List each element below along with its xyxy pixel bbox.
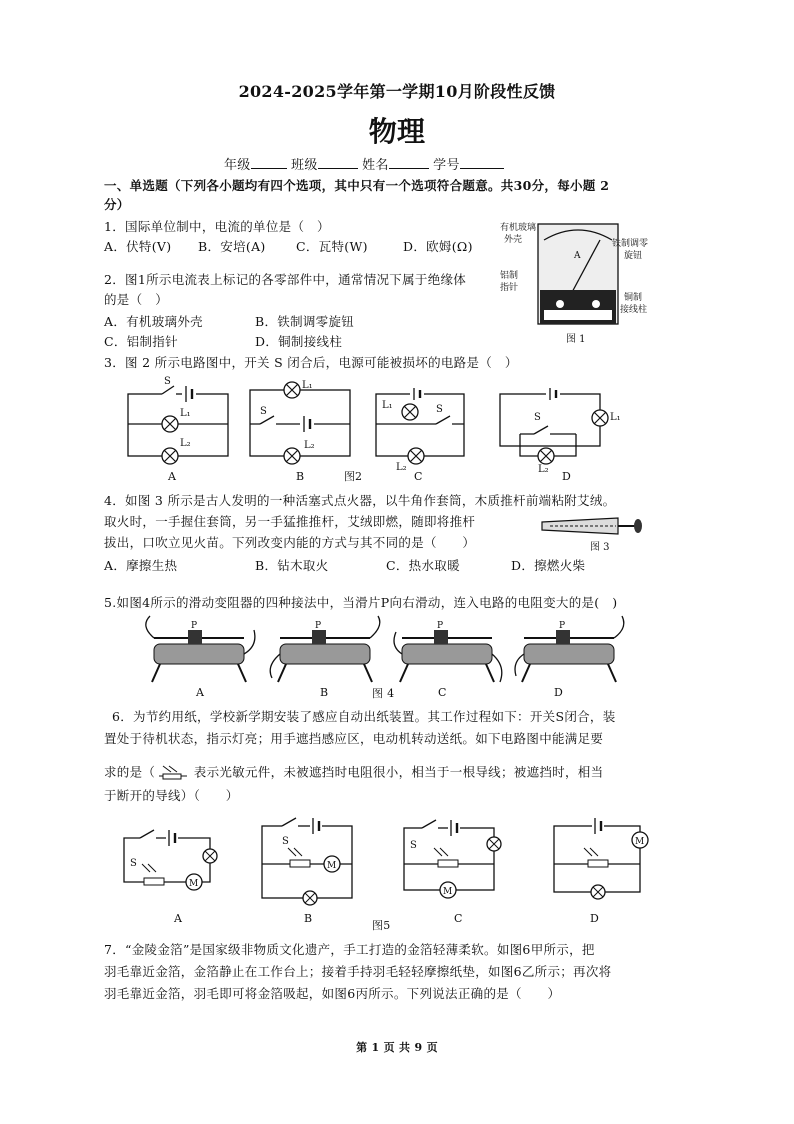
class-field[interactable] [318, 156, 358, 169]
svg-text:L₂: L₂ [538, 464, 549, 475]
svg-text:旋钮: 旋钮 [624, 251, 643, 261]
q6-circuit-b [262, 818, 352, 925]
q5-option-a-label: A [196, 686, 204, 699]
svg-text:L₁: L₁ [382, 400, 393, 411]
circuit-b [250, 380, 350, 483]
svg-text:S: S [534, 412, 541, 423]
student-info-row [224, 156, 504, 174]
fig1-caption: 图 1 [566, 334, 586, 345]
q6-stem-line1: 6．为节约用纸，学校新学期安装了感应自动出纸装置。其工作过程如下：开关S闭合，装 [112, 709, 616, 724]
fig1-label-terminal: 铜制 [624, 293, 643, 303]
q7-stem-line3: 羽毛靠近金箔，羽毛即可将金箔吸起，如图6丙所示。下列说法正确的是（ ） [104, 986, 561, 1001]
fig4-rheostats [140, 616, 660, 702]
q4-option-c: C．热水取暖 [386, 558, 460, 573]
svg-text:M: M [189, 879, 199, 889]
fig1-label-glass: 有机玻璃 [500, 223, 537, 233]
q6-option-a-label: A [174, 912, 182, 925]
svg-text:M: M [443, 887, 453, 897]
circuit-d [500, 388, 621, 483]
svg-text:L₂: L₂ [396, 462, 407, 473]
svg-text:M: M [635, 837, 645, 847]
svg-text:L₂: L₂ [180, 438, 191, 449]
circuit-a [128, 376, 228, 483]
q3-option-c-label: C [414, 470, 423, 483]
page-footer: 第 1 页 共 9 页 [356, 1041, 438, 1054]
q7-stem-line1: 7．“金陵金箔”是国家级非物质文化遗产，手工打造的金箔轻薄柔软。如图6甲所示，把 [104, 942, 595, 957]
svg-text:S: S [282, 836, 289, 847]
svg-text:接线柱: 接线柱 [620, 305, 648, 315]
q4-stem-line1: 4．如图 3 所示是古人发明的一种活塞式点火器，以牛角作套筒，木质推杆前端粘附艾绒。 [104, 493, 616, 508]
rheostat-a [146, 616, 255, 699]
svg-text:P: P [559, 621, 566, 631]
fig1-ammeter [500, 218, 660, 348]
q2-stem-line2: 的是（ ） [104, 292, 169, 307]
name-field[interactable] [389, 156, 429, 169]
q4-option-d: D．擦燃火柴 [511, 558, 586, 573]
q6-option-d-label: D [590, 912, 599, 925]
class-label: 班级 [291, 158, 318, 173]
svg-text:P: P [437, 621, 444, 631]
grade-field[interactable] [251, 156, 287, 169]
fig1-label-knob: 铁制调零 [612, 239, 649, 249]
q6-stem-line2: 置处于待机状态，指示灯亮；用手遮挡感应区，电动机转动送纸。如下电路图中能满足要 [104, 731, 604, 746]
svg-text:外壳: 外壳 [504, 235, 523, 245]
fig5-circuits [104, 818, 664, 928]
exam-title: 2024-2025学年第一学期10月阶段性反馈 [238, 82, 556, 101]
q6-stem-line3: 求的是（ 表示光敏元件，未被遮挡时电阻很小，相当于一根导线；被遮挡时，相当 [104, 764, 603, 782]
q1-option-c: C．瓦特(W) [296, 239, 368, 254]
rheostat-b [270, 616, 380, 699]
section1-heading-cont: 分） [104, 197, 130, 212]
grade-label: 年级 [224, 158, 251, 173]
q3-option-b-label: B [296, 470, 305, 483]
circuit-c [376, 388, 464, 483]
fig4-caption: 图 4 [372, 687, 395, 700]
q6-option-c-label: C [454, 912, 463, 925]
svg-text:指针: 指针 [500, 283, 519, 293]
photosensor-icon [159, 764, 189, 782]
svg-text:L₁: L₁ [302, 380, 313, 391]
section1-heading: 一、单选题（下列各小题均有四个选项，其中只有一个选项符合题意。共30分，每小题 2 [104, 178, 610, 193]
q3-option-d-label: D [562, 470, 571, 483]
q3-option-a-label: A [168, 470, 176, 483]
q6-option-b-label: B [304, 912, 313, 925]
fig3-caption: 图 3 [590, 542, 610, 553]
svg-text:M: M [327, 861, 337, 871]
q5-option-c-label: C [438, 686, 447, 699]
id-label: 学号 [433, 158, 460, 173]
q5-stem: 5.如图4所示的滑动变阻器的四种接法中，当滑片P向右滑动，连入电路的电阻变大的是( ) [104, 595, 618, 610]
q6-circuit-a [124, 830, 217, 925]
fig1-label-pointer: 铝制 [500, 271, 519, 281]
fig2-caption: 图2 [344, 470, 362, 483]
svg-text:S: S [260, 406, 267, 417]
svg-text:A: A [574, 251, 581, 261]
fig2-circuits [120, 376, 660, 486]
q2-option-a: A．有机玻璃外壳 [104, 314, 203, 329]
q4-option-b: B．钻木取火 [255, 558, 329, 573]
svg-text:S: S [130, 858, 137, 869]
svg-text:L₁: L₁ [180, 408, 191, 419]
q5-option-d-label: D [554, 686, 563, 699]
q1-option-a: A．伏特(V) [104, 239, 172, 254]
q4-stem-line2: 取火时，一手握住套筒，另一手猛推推杆，艾绒即燃，随即将推杆 [104, 514, 476, 529]
fig3-fire-piston [540, 508, 650, 554]
svg-text:S: S [410, 840, 417, 851]
q3-stem: 3．图 2 所示电路图中，开关 S 闭合后，电源可能被损坏的电路是（ ） [104, 355, 518, 370]
svg-text:P: P [191, 621, 198, 631]
svg-text:S: S [164, 376, 171, 387]
q4-stem-line3: 拔出，口吹立见火苗。下列改变内能的方式与其不同的是（ ） [104, 535, 476, 550]
q6-circuit-d [554, 818, 648, 925]
q5-option-b-label: B [320, 686, 329, 699]
svg-text:L₁: L₁ [610, 412, 621, 423]
q2-stem-line1: 2．图1所示电流表上标记的各零部件中，通常情况下属于绝缘体 [104, 272, 467, 287]
subject-title: 物理 [368, 115, 426, 148]
q2-option-b: B．铁制调零旋钮 [255, 314, 355, 329]
q6-stem-line4: 于断开的导线）（ ） [104, 788, 239, 803]
q7-stem-line2: 羽毛靠近金箔，金箔静止在工作台上；接着手持羽毛轻轻摩擦纸垫，如图6乙所示；再次将 [104, 964, 612, 979]
q1-option-d: D．欧姆(Ω) [403, 239, 473, 254]
q2-option-d: D．铜制接线柱 [255, 334, 343, 349]
fig5-caption: 图5 [372, 919, 391, 932]
svg-text:L₂: L₂ [304, 440, 315, 451]
rheostat-c [394, 621, 502, 699]
svg-text:S: S [436, 404, 443, 415]
q2-option-c: C．铝制指针 [104, 334, 178, 349]
q6-circuit-c [404, 820, 501, 925]
q1-stem: 1．国际单位制中，电流的单位是（ ） [104, 219, 330, 234]
svg-text:P: P [315, 621, 322, 631]
q1-option-b: B．安培(A) [198, 239, 266, 254]
rheostat-d [515, 616, 624, 699]
name-label: 姓名 [362, 158, 389, 173]
q4-option-a: A．摩擦生热 [104, 558, 178, 573]
id-field[interactable] [460, 156, 504, 169]
